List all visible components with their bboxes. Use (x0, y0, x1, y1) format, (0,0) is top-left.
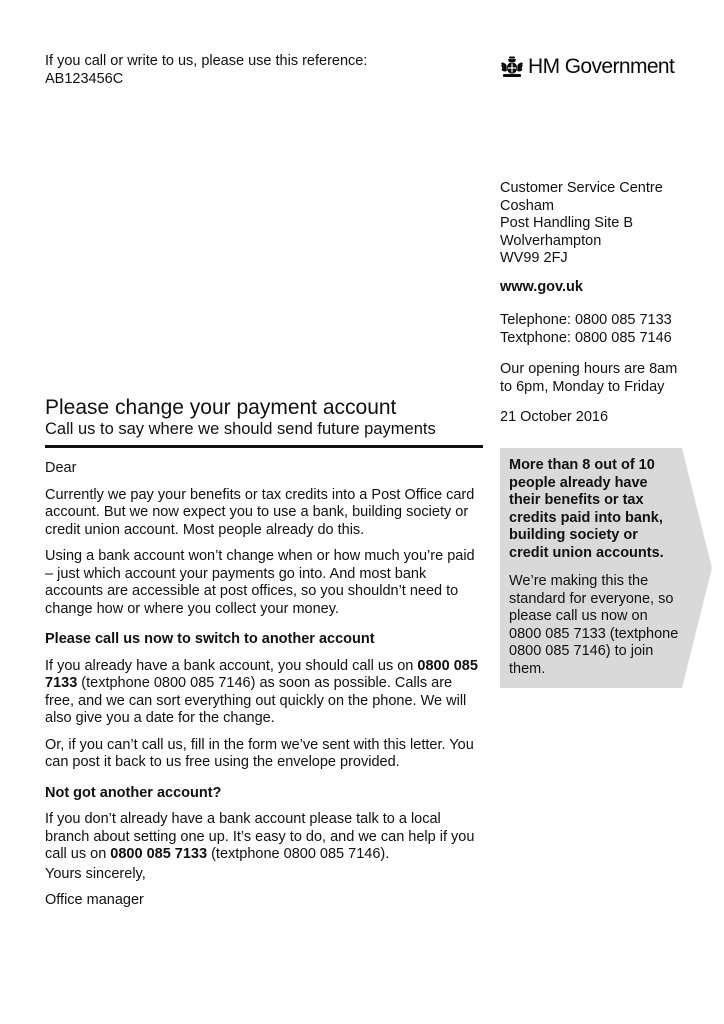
address-line: Cosham (500, 197, 554, 214)
address-line: Wolverhampton (500, 232, 602, 249)
paragraph: Or, if you can’t call us, fill in the form we’ve sent with this letter. You can post it back to us free using the envelope provided. (45, 736, 474, 770)
title-divider (45, 445, 483, 448)
address-line: Post Handling Site B (500, 215, 633, 231)
textphone-number: Textphone: 0800 085 7146 (500, 329, 672, 346)
letter-title: Please change your payment account (45, 396, 397, 419)
callout-body: We’re making this the standard for everyone, so please call us now on 0800 085 7133 (textphone 0800 085 7146) to join them. (509, 573, 679, 677)
opening-hours: Our opening hours are 8am to 6pm, Monday to Friday (500, 361, 678, 395)
signoff: Yours sincerely, (45, 866, 146, 882)
text-run: If you don’t already have a bank account please talk to a local branch about setting one up. It’s easy to do, and we can help if you call us on (45, 811, 475, 862)
letter-subtitle: Call us to say where we should send future payments (45, 420, 436, 438)
phone-highlight: 0800 085 7133 (110, 846, 208, 862)
paragraph: Currently we pay your benefits or tax credits into a Post Office card account. But we now expect you to use a bank, building society or credit union account. Most people already do this. (45, 486, 475, 538)
letter-date: 21 October 2016 (500, 409, 609, 425)
hm-government-logo (499, 55, 674, 79)
paragraph: Using a bank account won’t change when or how much you’re paid – just which account your payments go into. And most bank accounts are accessible at post offices, so you shouldn’t need to change how or where you collect your money. (45, 548, 475, 617)
website-link[interactable]: www.gov.uk (500, 279, 583, 295)
paragraph (45, 811, 485, 864)
signature: Office manager (45, 891, 144, 908)
text-run: (textphone 0800 085 7146). (207, 846, 390, 862)
phone-numbers (500, 312, 672, 347)
paragraph (45, 658, 485, 728)
text-run: (textphone 0800 085 7146) as soon as possible. Calls are free, and we can sort everything out quickly on the phone. We will also give you a date for the change. (45, 675, 467, 726)
section-heading: Please call us now to switch to another account (45, 631, 375, 647)
letter-body (45, 460, 485, 873)
reference-code: AB123456C (45, 71, 124, 87)
reference-block (45, 52, 367, 88)
logo-text: HM Government (528, 55, 675, 78)
callout-box (500, 448, 712, 688)
callout-content (509, 457, 679, 678)
reference-intro: If you call or write to us, please use this reference: (45, 53, 368, 69)
phone-highlight: 0800 085 7133 (45, 657, 478, 691)
telephone-number: Telephone: 0800 085 7133 (500, 312, 672, 328)
salutation: Dear (45, 460, 77, 476)
section-heading: Not got another account? (45, 784, 222, 801)
royal-crest-icon (499, 56, 525, 78)
address-line: WV99 2FJ (500, 250, 568, 266)
sender-address (500, 180, 663, 268)
letter-closing (45, 866, 146, 917)
text-run: If you already have a bank account, you should call us on (45, 657, 418, 674)
callout-lead: More than 8 out of 10 people already have their benefits or tax credits paid into bank, building society or credit union accounts. (509, 457, 664, 561)
address-line: Customer Service Centre (500, 180, 663, 196)
